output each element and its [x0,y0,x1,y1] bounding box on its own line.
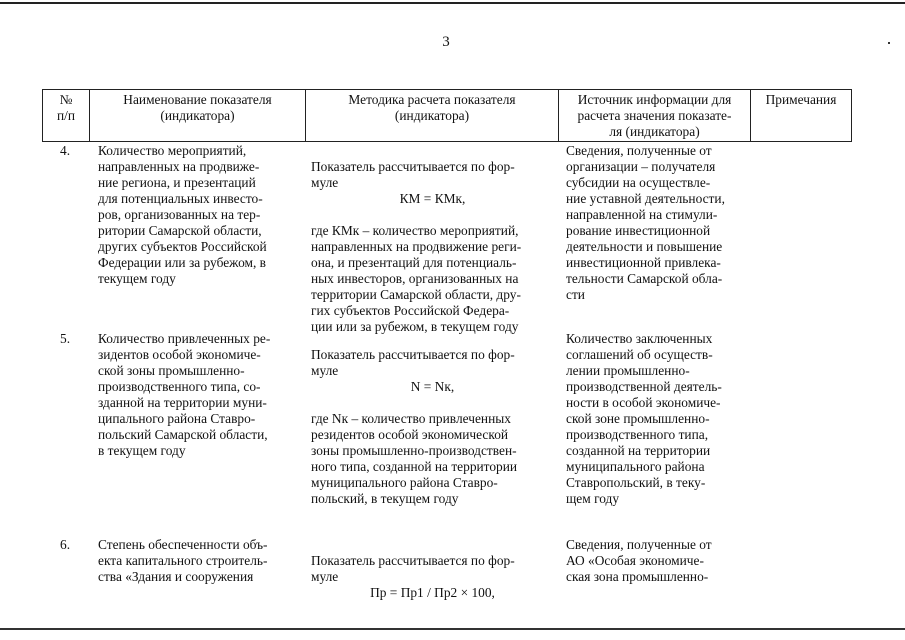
row-4-formula: КМ = КМк, [399,191,466,206]
table-header-bottom-border [42,141,852,142]
row-4-method-body: где КМк – количество мероприятий, направленных на продвижение реги- она, и презентаций для потенциаль- ных инвесторов, организованных на территории Самарской области, дру- гих субъектов Российской Федера- ции или за рубежом, в текущем году [311,223,522,334]
row-4-name: Количество мероприятий, направленных на продвиже- ние региона, и презентаций для потенциальных инвесто- ров, организованных на тер- ритории Самарской области, других субъектов Российской Федерации или за рубежом, в текущем году [98,143,267,286]
row-6-number: 6. [60,537,71,552]
row-4-source: Сведения, полученные от организации – получателя субсидии на осуществле- ние уставной деятельности, направленной на стимули- рование инвестиционной деятельности и повышение инвестиционной привлека- тельности Самарской обла- сти [566,143,725,302]
header-source: Источник информации для расчета значения показате- ля (индикатора) [577,92,732,139]
row-4-method-intro: Показатель рассчитывается по фор- муле [311,159,515,190]
header-notes: Примечания [765,92,837,107]
header-method: Методика расчета показателя (индикатора) [348,92,516,123]
row-4-number: 4. [60,143,71,158]
scan-edge-bottom [0,628,905,630]
row-6-method [311,537,554,617]
row-5-formula: N = Nк, [410,379,455,394]
row-5-method-body: где Nк – количество привлеченных резидентов особой экономической зоны промышленно-производствен- ного типа, созданной на территории муниципального района Ставро- польский, в текущем году [311,411,518,506]
row-5-method-intro: Показатель рассчитывается по фор- муле [311,347,515,378]
row-5-number: 5. [60,331,71,346]
row-6-name: Степень обеспеченности объ- екта капитального строитель- ства «Здания и сооружения [98,537,268,584]
header-num: № п/п [56,92,76,123]
table-top-border [42,89,852,90]
row-5-method [311,331,554,507]
row-6-method-intro: Показатель рассчитывается по фор- муле [311,553,515,584]
page-number: 3 [442,34,450,50]
row-4-method [311,143,554,335]
row-5-name: Количество привлеченных ре- зидентов особой экономиче- ской зоны промышленно- производственного типа, со- зданной на территории муни- ципального района Ставро- польский Самарской области, в текущем году [98,331,271,458]
row-5-source: Количество заключенных соглашений об осуществ- лении промышленно- производственной деятель- ности в особой экономиче- ской зоне промышленно- производственного типа, созданной на территории муниципального района Ставропольский, в теку- щем году [566,331,722,506]
row-6-source: Сведения, полученные от АО «Особая экономиче- ская зона промышленно- [566,537,712,584]
header-name: Наименование показателя (индикатора) [123,92,272,123]
row-6-formula: Пр = Пр1 / Пр2 × 100, [370,585,495,600]
col-divider-5 [851,89,852,141]
